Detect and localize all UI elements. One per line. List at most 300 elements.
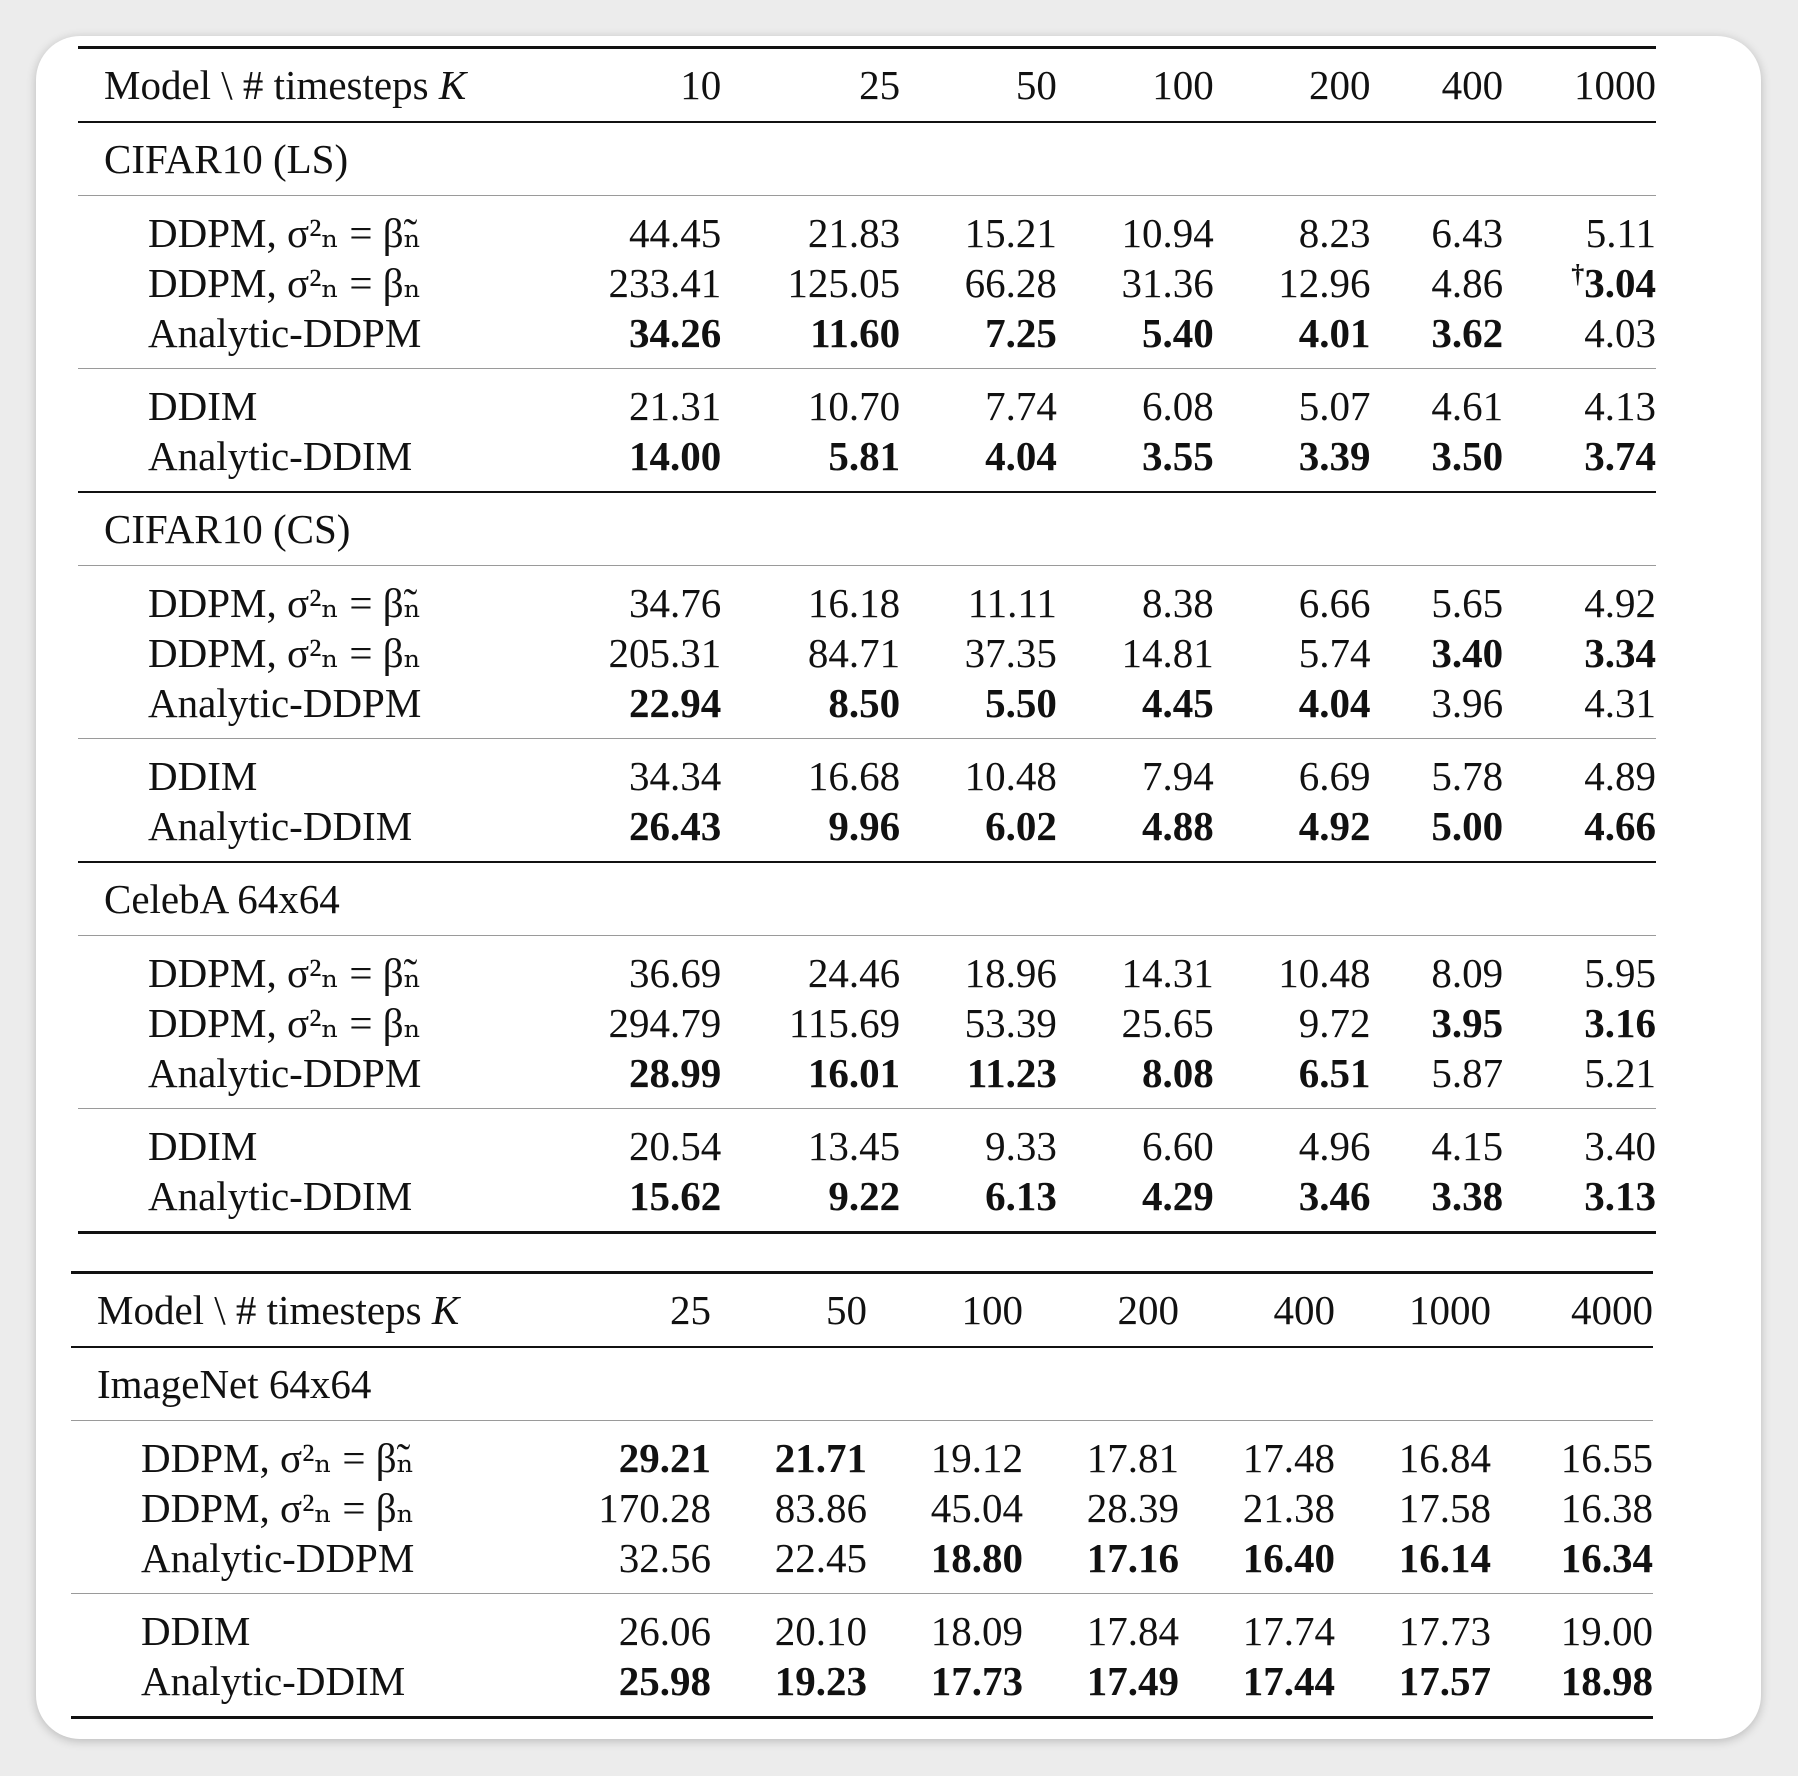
dagger-mark: †	[1571, 259, 1585, 289]
value-text: 4.31	[1584, 680, 1656, 726]
value-cell	[1491, 1483, 1653, 1533]
value-text: 15.62	[628, 1173, 722, 1219]
header-step: 200	[1214, 48, 1371, 123]
table-row	[78, 196, 1656, 259]
value-text: 4.96	[1298, 1123, 1371, 1169]
value-text: 24.46	[807, 950, 901, 996]
value-text: 4.04	[1298, 680, 1371, 726]
value-cell	[721, 566, 900, 629]
section-row	[71, 1347, 1653, 1421]
value-cell	[900, 801, 1057, 862]
value-cell	[1370, 566, 1503, 629]
value-text: 18.98	[1560, 1658, 1653, 1704]
table-row	[71, 1533, 1653, 1594]
header-label-var: K	[438, 62, 467, 108]
value-text: 3.74	[1584, 433, 1656, 479]
value-cell	[867, 1421, 1023, 1484]
value-cell	[721, 628, 900, 678]
value-text: 5.65	[1431, 580, 1504, 626]
table-row	[78, 936, 1656, 999]
value-text: 14.00	[628, 433, 722, 479]
value-cell	[721, 739, 900, 802]
value-text: 6.13	[985, 1173, 1057, 1219]
value-cell	[564, 258, 721, 308]
value-text: 34.76	[628, 580, 722, 626]
results-table-imagenet	[71, 1271, 1653, 1719]
value-cell	[1179, 1656, 1335, 1718]
value-text: 125.05	[787, 260, 901, 306]
value-cell	[867, 1656, 1023, 1718]
value-cell	[1503, 431, 1656, 492]
value-text: 34.26	[628, 310, 722, 356]
header-step: 100	[867, 1273, 1023, 1348]
value-text: 3.04	[1584, 260, 1656, 306]
value-text: 18.80	[930, 1535, 1023, 1581]
value-text: 12.96	[1278, 260, 1371, 306]
value-cell	[1503, 1171, 1656, 1233]
header-label	[78, 48, 564, 123]
value-cell	[555, 1421, 711, 1484]
value-cell	[1503, 936, 1656, 999]
value-text: 17.44	[1242, 1658, 1335, 1704]
section-row	[78, 492, 1656, 566]
value-cell	[1057, 628, 1214, 678]
table-row	[78, 739, 1656, 802]
value-text: 3.13	[1584, 1173, 1656, 1219]
value-text: 16.34	[1560, 1535, 1653, 1581]
value-text: 9.22	[828, 1173, 901, 1219]
table-row	[78, 628, 1656, 678]
value-cell	[1023, 1483, 1179, 1533]
value-text: 9.72	[1298, 1000, 1371, 1046]
value-text: 16.84	[1398, 1435, 1491, 1481]
value-text: 6.60	[1141, 1123, 1214, 1169]
value-cell	[711, 1483, 867, 1533]
value-text: 4.61	[1431, 383, 1504, 429]
value-text: 14.81	[1121, 630, 1214, 676]
value-text: 25.98	[618, 1658, 711, 1704]
value-cell	[711, 1533, 867, 1594]
value-cell	[900, 566, 1057, 629]
value-cell	[1370, 1109, 1503, 1172]
header-row	[78, 48, 1656, 123]
value-text: 11.23	[966, 1050, 1057, 1096]
value-text: 3.95	[1431, 1000, 1504, 1046]
value-cell	[1057, 196, 1214, 259]
value-cell	[564, 196, 721, 259]
model-name: DDPM, σ²ₙ = β̃ₙ	[71, 1421, 555, 1484]
value-text: 53.39	[964, 1000, 1057, 1046]
value-cell	[900, 431, 1057, 492]
value-cell	[900, 196, 1057, 259]
value-text: 5.21	[1584, 1050, 1656, 1096]
value-cell	[721, 1048, 900, 1109]
model-name: Analytic-DDIM	[148, 433, 413, 479]
value-text: 7.25	[985, 310, 1057, 356]
value-cell	[1214, 308, 1371, 369]
value-text: 3.62	[1431, 310, 1504, 356]
value-cell	[1214, 1109, 1371, 1172]
value-cell	[1503, 998, 1656, 1048]
table-row	[78, 1171, 1656, 1233]
table-row	[71, 1656, 1653, 1718]
value-text: 3.46	[1298, 1173, 1371, 1219]
value-text: 3.96	[1431, 680, 1504, 726]
value-text: 16.18	[807, 580, 901, 626]
value-text: 8.50	[828, 680, 901, 726]
value-cell	[867, 1483, 1023, 1533]
value-cell	[564, 566, 721, 629]
model-name: DDIM	[71, 1594, 555, 1657]
value-cell	[1023, 1656, 1179, 1718]
value-text: 7.94	[1141, 753, 1214, 799]
value-cell	[555, 1594, 711, 1657]
value-text: 4.88	[1141, 803, 1214, 849]
section-row	[78, 122, 1656, 196]
value-cell	[721, 801, 900, 862]
table-row	[71, 1483, 1653, 1533]
value-cell	[1214, 369, 1371, 432]
value-cell	[1057, 678, 1214, 739]
value-text: 4.13	[1584, 383, 1656, 429]
value-cell	[1503, 628, 1656, 678]
value-cell	[564, 998, 721, 1048]
model-name: Analytic-DDIM	[71, 1656, 555, 1718]
header-step: 10	[564, 48, 721, 123]
value-cell	[1214, 998, 1371, 1048]
value-text: 20.54	[628, 1123, 722, 1169]
value-text: 21.38	[1242, 1485, 1335, 1531]
value-text: 45.04	[930, 1485, 1023, 1531]
value-text: 37.35	[964, 630, 1057, 676]
value-cell	[564, 801, 721, 862]
value-cell	[555, 1483, 711, 1533]
value-text: 6.08	[1141, 383, 1214, 429]
value-text: 4.04	[985, 433, 1057, 479]
value-cell	[867, 1533, 1023, 1594]
value-cell	[1503, 308, 1656, 369]
header-label-var: K	[431, 1287, 460, 1333]
value-text: 28.99	[628, 1050, 722, 1096]
value-text: 16.40	[1242, 1535, 1335, 1581]
model-name: Analytic-DDIM	[78, 1171, 564, 1233]
value-cell	[1335, 1594, 1491, 1657]
value-text: 18.09	[930, 1608, 1023, 1654]
table-row	[78, 566, 1656, 629]
value-cell	[1370, 308, 1503, 369]
value-cell	[711, 1421, 867, 1484]
value-text: 84.71	[807, 630, 901, 676]
value-text: 5.81	[828, 433, 901, 479]
value-cell	[555, 1656, 711, 1718]
value-cell	[721, 678, 900, 739]
header-step: 25	[555, 1273, 711, 1348]
value-cell	[1057, 308, 1214, 369]
value-cell	[1023, 1533, 1179, 1594]
model-name: Analytic-DDPM	[148, 680, 422, 726]
value-cell	[1370, 431, 1503, 492]
value-text: 5.95	[1584, 950, 1656, 996]
value-cell	[1503, 196, 1656, 259]
model-name: DDIM	[78, 1109, 564, 1172]
section-title: ImageNet 64x64	[71, 1347, 1653, 1421]
model-name: DDPM, σ²ₙ = βₙ	[148, 630, 422, 676]
value-cell	[1503, 1109, 1656, 1172]
value-cell	[721, 936, 900, 999]
value-cell	[1370, 258, 1503, 308]
section-title: CelebA 64x64	[78, 862, 1656, 936]
value-text: 5.40	[1141, 310, 1214, 356]
value-cell	[1214, 1048, 1371, 1109]
value-text: 20.10	[774, 1608, 867, 1654]
value-text: 4.92	[1584, 580, 1656, 626]
value-cell	[1491, 1533, 1653, 1594]
value-text: 16.38	[1560, 1485, 1653, 1531]
header-step: 1000	[1335, 1273, 1491, 1348]
value-text: 22.45	[774, 1535, 867, 1581]
value-cell	[721, 1171, 900, 1233]
value-cell	[900, 1048, 1057, 1109]
model-name: DDPM, σ²ₙ = βₙ	[148, 260, 422, 306]
value-cell	[1335, 1656, 1491, 1718]
value-cell	[1335, 1533, 1491, 1594]
value-cell	[1503, 1048, 1656, 1109]
model-name: Analytic-DDPM	[141, 1535, 415, 1581]
model-name: Analytic-DDIM	[148, 803, 413, 849]
value-cell	[1057, 739, 1214, 802]
header-step: 50	[900, 48, 1057, 123]
value-cell	[1503, 678, 1656, 739]
value-cell	[1370, 1048, 1503, 1109]
value-cell	[1214, 801, 1371, 862]
value-cell	[900, 1171, 1057, 1233]
value-text: 6.69	[1298, 753, 1371, 799]
value-text: 16.01	[807, 1050, 901, 1096]
value-text: 3.40	[1584, 1123, 1656, 1169]
value-text: 8.08	[1141, 1050, 1214, 1096]
value-cell	[1179, 1594, 1335, 1657]
value-cell	[900, 369, 1057, 432]
header-step: 4000	[1491, 1273, 1653, 1348]
value-text: 4.03	[1584, 310, 1656, 356]
header-step: 400	[1179, 1273, 1335, 1348]
value-text: 8.09	[1431, 950, 1504, 996]
value-text: 5.87	[1431, 1050, 1504, 1096]
value-text: 5.07	[1298, 383, 1371, 429]
value-text: 5.00	[1431, 803, 1504, 849]
value-cell	[711, 1656, 867, 1718]
value-text: 25.65	[1121, 1000, 1214, 1046]
value-text: 9.33	[985, 1123, 1057, 1169]
header-label-text: Model \ # timesteps	[104, 62, 439, 108]
table-row	[78, 998, 1656, 1048]
value-text: 10.48	[1278, 950, 1371, 996]
value-text: 4.29	[1141, 1173, 1214, 1219]
value-cell	[1370, 369, 1503, 432]
value-text: 29.21	[618, 1435, 711, 1481]
value-text: 17.74	[1242, 1608, 1335, 1654]
value-text: 34.34	[628, 753, 722, 799]
value-text: 4.66	[1584, 803, 1656, 849]
value-cell	[1057, 1109, 1214, 1172]
header-label	[71, 1273, 555, 1348]
value-text: 16.68	[807, 753, 901, 799]
value-text: 18.96	[964, 950, 1057, 996]
value-cell	[1370, 801, 1503, 862]
value-cell	[1214, 678, 1371, 739]
value-text: 17.84	[1086, 1608, 1179, 1654]
model-name: DDPM, σ²ₙ = βₙ	[141, 1485, 415, 1531]
value-text: 3.34	[1584, 630, 1656, 676]
value-text: 233.41	[608, 260, 722, 306]
value-text: 5.50	[985, 680, 1057, 726]
value-cell	[711, 1594, 867, 1657]
value-cell	[721, 431, 900, 492]
value-text: 66.28	[964, 260, 1057, 306]
value-text: 21.71	[774, 1435, 867, 1481]
table-row	[78, 308, 1656, 369]
value-text: 4.89	[1584, 753, 1656, 799]
value-text: 21.31	[628, 383, 722, 429]
value-text: 11.11	[967, 580, 1057, 626]
value-text: 17.57	[1398, 1658, 1491, 1704]
value-cell	[1214, 936, 1371, 999]
value-cell	[1179, 1483, 1335, 1533]
value-text: 19.00	[1560, 1608, 1653, 1654]
value-cell	[1023, 1594, 1179, 1657]
value-text: 6.02	[985, 803, 1057, 849]
value-text: 4.45	[1141, 680, 1214, 726]
table-row	[71, 1594, 1653, 1657]
value-text: 6.66	[1298, 580, 1371, 626]
value-text: 36.69	[628, 950, 722, 996]
header-step: 25	[721, 48, 900, 123]
value-text: 26.06	[618, 1608, 711, 1654]
value-text: 32.56	[618, 1535, 711, 1581]
value-text: 13.45	[807, 1123, 901, 1169]
value-cell	[1503, 566, 1656, 629]
value-cell	[1335, 1421, 1491, 1484]
value-text: 4.15	[1431, 1123, 1504, 1169]
value-text: 31.36	[1121, 260, 1214, 306]
value-text: 22.94	[628, 680, 722, 726]
table-row	[78, 801, 1656, 862]
value-cell	[900, 1109, 1057, 1172]
value-text: 9.96	[828, 803, 901, 849]
value-text: 19.23	[774, 1658, 867, 1704]
value-cell	[900, 308, 1057, 369]
value-cell	[1214, 1171, 1371, 1233]
value-text: 3.40	[1431, 630, 1504, 676]
value-text: 4.92	[1298, 803, 1371, 849]
value-cell	[564, 369, 721, 432]
value-cell	[1214, 196, 1371, 259]
value-text: 21.83	[807, 210, 901, 256]
model-name: DDPM, σ²ₙ = βₙ	[148, 1000, 422, 1046]
value-cell	[900, 628, 1057, 678]
value-cell	[1491, 1594, 1653, 1657]
value-text: 6.51	[1298, 1050, 1371, 1096]
value-text: 4.86	[1431, 260, 1504, 306]
value-cell	[721, 308, 900, 369]
value-text: 5.11	[1585, 210, 1656, 256]
value-text: 3.16	[1584, 1000, 1656, 1046]
value-text: 294.79	[608, 1000, 722, 1046]
value-cell	[900, 678, 1057, 739]
value-cell	[1503, 258, 1656, 308]
value-cell	[1214, 258, 1371, 308]
value-cell	[900, 998, 1057, 1048]
value-cell	[900, 739, 1057, 802]
value-cell	[1370, 739, 1503, 802]
value-text: 8.38	[1141, 580, 1214, 626]
value-cell	[1057, 801, 1214, 862]
value-cell	[1057, 431, 1214, 492]
value-text: 11.60	[810, 310, 901, 356]
table-row	[78, 678, 1656, 739]
value-text: 17.73	[930, 1658, 1023, 1704]
value-cell	[564, 431, 721, 492]
figure-card	[36, 36, 1761, 1739]
model-name: DDIM	[78, 739, 564, 802]
value-text: 5.74	[1298, 630, 1371, 676]
value-cell	[1370, 196, 1503, 259]
table-row	[71, 1421, 1653, 1484]
value-text: 83.86	[774, 1485, 867, 1531]
value-cell	[1057, 369, 1214, 432]
value-cell	[1214, 628, 1371, 678]
value-cell	[564, 936, 721, 999]
value-cell	[1370, 936, 1503, 999]
value-text: 170.28	[598, 1485, 711, 1531]
value-text: 3.39	[1298, 433, 1371, 479]
value-cell	[721, 369, 900, 432]
value-cell	[1491, 1421, 1653, 1484]
table-row	[78, 258, 1656, 308]
value-text: 3.38	[1431, 1173, 1504, 1219]
value-cell	[564, 678, 721, 739]
section-title: CIFAR10 (LS)	[78, 122, 1656, 196]
value-cell	[564, 739, 721, 802]
value-cell	[1491, 1656, 1653, 1718]
value-cell	[564, 628, 721, 678]
value-cell	[1023, 1421, 1179, 1484]
value-text: 115.69	[788, 1000, 901, 1046]
model-name: DDPM, σ²ₙ = β̃ₙ	[78, 566, 564, 629]
value-text: 5.78	[1431, 753, 1504, 799]
value-text: 7.74	[985, 383, 1057, 429]
value-cell	[564, 1109, 721, 1172]
value-cell	[1214, 739, 1371, 802]
value-cell	[721, 998, 900, 1048]
table-row	[78, 1109, 1656, 1172]
value-text: 10.70	[807, 383, 901, 429]
value-cell	[1057, 566, 1214, 629]
value-text: 3.50	[1431, 433, 1504, 479]
model-name: DDIM	[78, 369, 564, 432]
header-step: 400	[1370, 48, 1503, 123]
value-text: 205.31	[608, 630, 722, 676]
value-cell	[1214, 431, 1371, 492]
value-cell	[900, 258, 1057, 308]
value-text: 6.43	[1431, 210, 1504, 256]
value-text: 3.55	[1141, 433, 1214, 479]
value-cell	[867, 1594, 1023, 1657]
value-cell	[1503, 801, 1656, 862]
header-step: 200	[1023, 1273, 1179, 1348]
value-text: 28.39	[1086, 1485, 1179, 1531]
value-text: 10.94	[1121, 210, 1214, 256]
